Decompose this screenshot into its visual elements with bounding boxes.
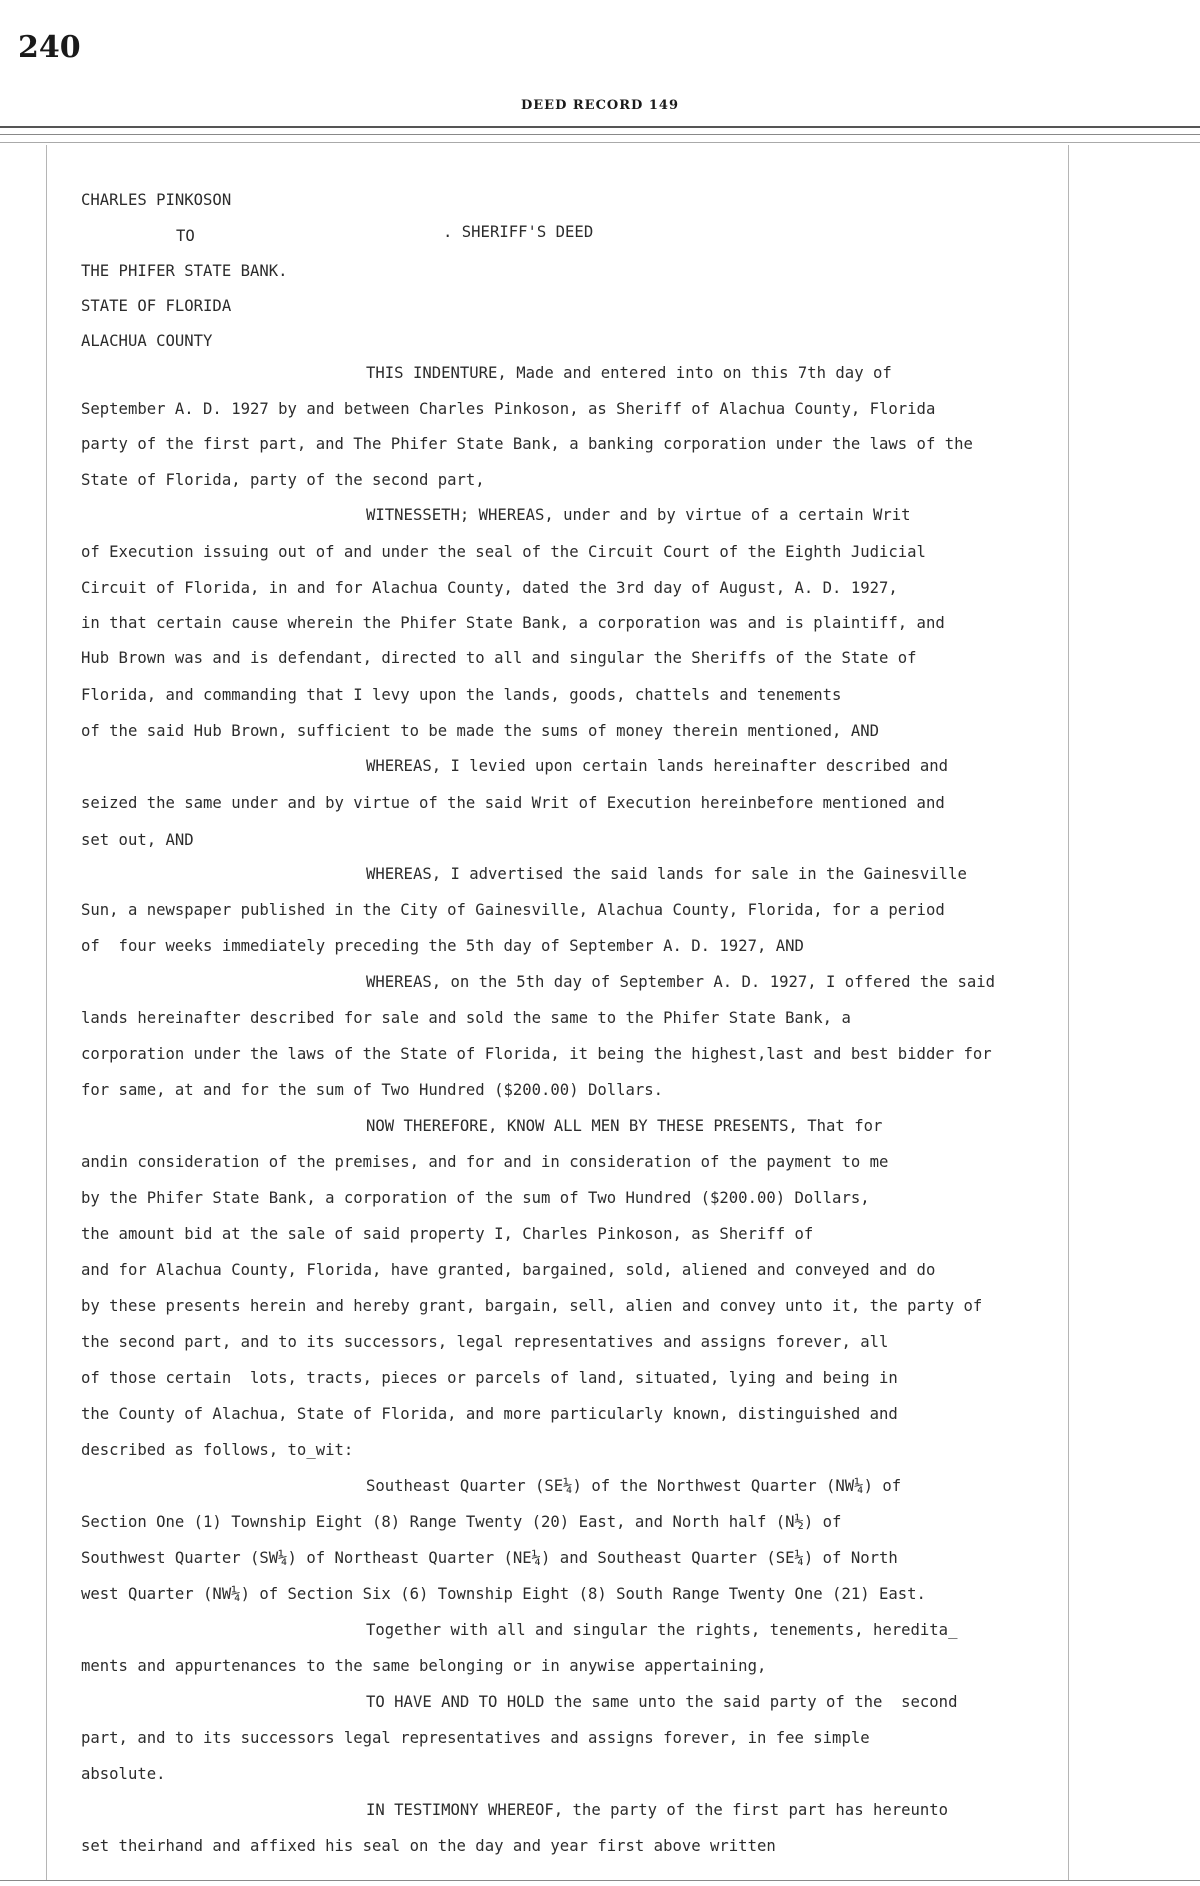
body-line: of four weeks immediately preceding the 5th day of September A. D. 1927, AND	[81, 937, 804, 955]
body-line: for same, at and for the sum of Two Hundred ($200.00) Dollars.	[81, 1081, 664, 1099]
land-description-line: west Quarter (NW¼) of Section Six (6) Township Eight (8) South Range Twenty One (21) East.	[81, 1585, 926, 1603]
body-line: lands hereinafter described for sale and sold the same to the Phifer State Bank, a	[81, 1009, 851, 1027]
header-rule	[0, 134, 1200, 135]
body-line: WHEREAS, on the 5th day of September A. D. 1927, I offered the said	[366, 973, 996, 991]
body-line: Florida, and commanding that I levy upon the lands, goods, chattels and tenements	[81, 686, 842, 704]
body-line: Together with all and singular the rights, tenements, heredita_	[366, 1621, 958, 1639]
land-description-line: Section One (1) Township Eight (8) Range Twenty (20) East, and North half (N½) of	[81, 1513, 842, 1531]
body-line: set out, AND	[81, 831, 194, 849]
body-line: the second part, and to its successors, legal representatives and assigns forever, all	[81, 1333, 889, 1351]
body-line: Sun, a newspaper published in the City of Gainesville, Alachua County, Florida, for a period	[81, 901, 945, 919]
left-margin-rule	[46, 145, 47, 1880]
body-line: Hub Brown was and is defendant, directed to all and singular the Sheriffs of the State of	[81, 649, 917, 667]
body-line: described as follows, to_wit:	[81, 1441, 354, 1459]
to-label: TO	[176, 227, 195, 245]
body-line: corporation under the laws of the State of Florida, it being the highest,last and best bidder for	[81, 1045, 992, 1063]
body-line: the amount bid at the sale of said property I, Charles Pinkoson, as Sheriff of	[81, 1225, 814, 1243]
body-line: set theirhand and affixed his seal on the day and year first above written	[81, 1837, 776, 1855]
body-line: NOW THEREFORE, KNOW ALL MEN BY THESE PRESENTS, That for	[366, 1117, 883, 1135]
body-line: andin consideration of the premises, and for and in consideration of the payment to me	[81, 1153, 889, 1171]
body-line: seized the same under and by virtue of the said Writ of Execution hereinbefore mentioned and	[81, 794, 945, 812]
land-description-line: Southwest Quarter (SW¼) of Northeast Quarter (NE¼) and Southeast Quarter (SE¼) of North	[81, 1549, 898, 1567]
county-caption: ALACHUA COUNTY	[81, 332, 213, 350]
bottom-rule	[0, 1880, 1200, 1881]
body-line: party of the first part, and The Phifer State Bank, a banking corporation under the laws of the	[81, 435, 973, 453]
body-line: in that certain cause wherein the Phifer State Bank, a corporation was and is plaintiff, and	[81, 614, 945, 632]
body-line: and for Alachua County, Florida, have granted, bargained, sold, aliened and conveyed and do	[81, 1261, 936, 1279]
deed-record-header: DEED RECORD 149	[520, 98, 679, 113]
body-line: State of Florida, party of the second part,	[81, 471, 485, 489]
body-line: TO HAVE AND TO HOLD the same unto the said party of the second	[366, 1693, 958, 1711]
header-rule	[0, 142, 1200, 143]
body-line: WHEREAS, I advertised the said lands for sale in the Gainesville	[366, 865, 967, 883]
body-line: WHEREAS, I levied upon certain lands hereinafter described and	[366, 757, 949, 775]
grantor-name: CHARLES PINKOSON	[81, 191, 232, 209]
body-line: IN TESTIMONY WHEREOF, the party of the first part has hereunto	[366, 1801, 949, 1819]
body-line: of those certain lots, tracts, pieces or parcels of land, situated, lying and being in	[81, 1369, 898, 1387]
body-line: by the Phifer State Bank, a corporation of the sum of Two Hundred ($200.00) Dollars,	[81, 1189, 870, 1207]
body-line: part, and to its successors legal representatives and assigns forever, in fee simple	[81, 1729, 870, 1747]
body-line: of the said Hub Brown, sufficient to be made the sums of money therein mentioned, AND	[81, 722, 879, 740]
document-type: . SHERIFF'S DEED	[443, 223, 594, 241]
grantee-name: THE PHIFER STATE BANK.	[81, 262, 288, 280]
body-line: by these presents herein and hereby grant, bargain, sell, alien and convey unto it, the party of	[81, 1297, 983, 1315]
state-caption: STATE OF FLORIDA	[81, 297, 232, 315]
body-line: THIS INDENTURE, Made and entered into on this 7th day of	[366, 364, 892, 382]
body-line: Circuit of Florida, in and for Alachua County, dated the 3rd day of August, A. D. 1927,	[81, 579, 898, 597]
body-line: absolute.	[81, 1765, 166, 1783]
page-number: 240	[18, 30, 81, 65]
body-line: the County of Alachua, State of Florida, and more particularly known, distinguished and	[81, 1405, 898, 1423]
header-rule	[0, 126, 1200, 128]
body-line: of Execution issuing out of and under the seal of the Circuit Court of the Eighth Judicial	[81, 543, 926, 561]
body-line: September A. D. 1927 by and between Charles Pinkoson, as Sheriff of Alachua County, Florida	[81, 400, 936, 418]
body-line: WITNESSETH; WHEREAS, under and by virtue of a certain Writ	[366, 506, 911, 524]
land-description-line: Southeast Quarter (SE¼) of the Northwest Quarter (NW¼) of	[366, 1477, 902, 1495]
right-margin-rule	[1068, 145, 1069, 1880]
body-line: ments and appurtenances to the same belonging or in anywise appertaining,	[81, 1657, 767, 1675]
